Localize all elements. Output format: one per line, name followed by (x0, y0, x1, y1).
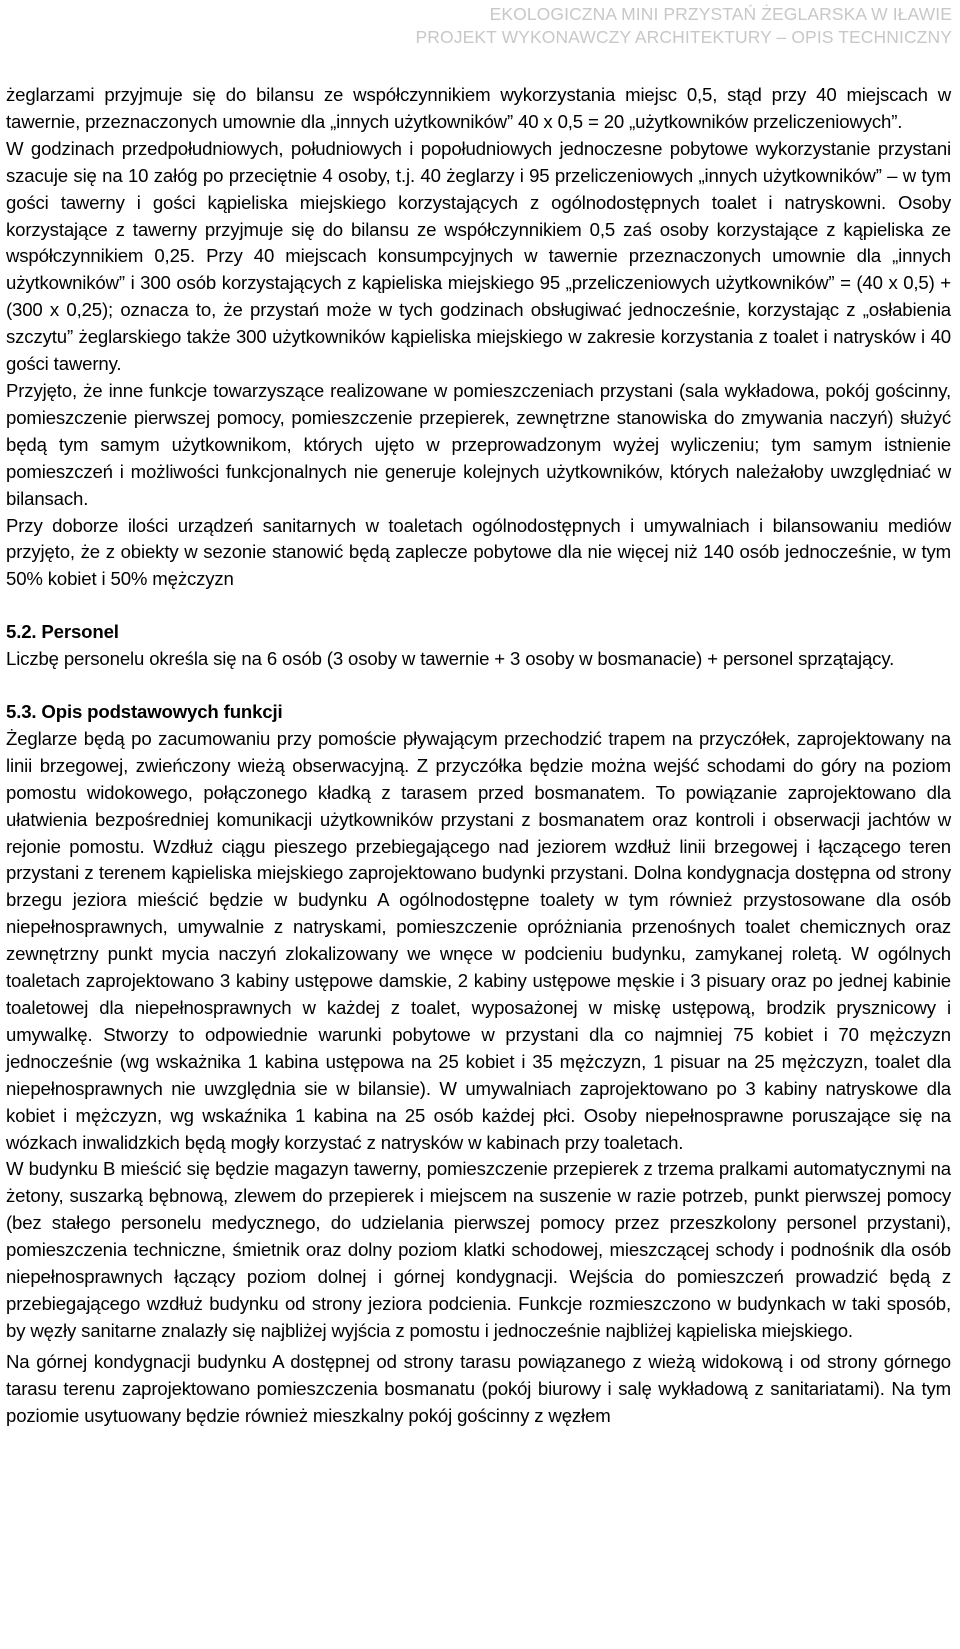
section-heading-opis: 5.3. Opis podstawowych funkcji (6, 701, 283, 723)
section-heading-personel: 5.2. Personel (6, 621, 119, 643)
header-title: EKOLOGICZNA MINI PRZYSTAŃ ŻEGLARSKA W IŁAWIE (489, 4, 952, 24)
paragraph: Przyjęto, że inne funkcje towarzyszące realizowane w pomieszczeniach przystani (sala wykładowa, pokój gościnny, pomieszczenie pierwszej pomocy, pomieszczenie przepierek, zewnętrzne stanowiska do zmywania naczyń) służyć będą tym samym użytkownikom, których ujęto w przeprowadzonym wyżej wyliczeniu; tym samym istnienie pomieszczeń i możliwości funkcjonalnych nie generuje kolejnych użytkowników, których należałoby uwzględniać w bilansach. (6, 379, 951, 509)
page-header (0, 3, 952, 49)
paragraph: Na górnej kondygnacji budynku A dostępnej od strony tarasu powiązanego z wieżą widokową i od strony górnego tarasu terenu zaprojektowano pomieszczenia bosmanatu (pokój biurowy i salę wykładową z sanitariatami). Na tym poziomie usytuowany będzie również mieszkalny pokój gościnny z węzłem (6, 1350, 951, 1426)
paragraph: Liczbę personelu określa się na 6 osób (3 osoby w tawernie + 3 osoby w bosmanacie) + personel sprzątający. (6, 648, 895, 670)
document-body (6, 82, 951, 1430)
spacer (6, 673, 951, 699)
paragraph: W godzinach przedpołudniowych, południowych i popołudniowych jednoczesne pobytowe wykorzystanie przystani szacuje się na 10 załóg po przeciętnie 4 osoby, t.j. 40 żeglarzy i 95 przeliczeniowych „innych użytkowników” – w tym gości tawerny i gości kąpieliska miejskiego korzystających z ogólnodostępnych toalet i natryskowni. Osoby korzystające z tawerny przyjmuje się do bilansu ze współczynnikiem 0,5 zaś osoby korzystające z kąpieliska ze współczynnikiem 0,25. Przy 40 miejscach konsumpcyjnych w tawernie przeznaczonych umownie dla „innych użytkowników” i 300 osób korzystających z kąpieliska miejskiego 95 „przeliczeniowych użytkowników” = (40 x 0,5) + (300 x 0,25); oznacza to, że przystań może w tych godzinach obsługiwać jednocześnie, korzystając z „osłabienia szczytu” żeglarskiego także 300 użytkowników kąpieliska miejskiego w zakresie korzystania z toalet i natrysków i 40 gości tawerny. (6, 137, 951, 375)
paragraph: żeglarzami przyjmuje się do bilansu ze współczynnikiem wykorzystania miejsc 0,5, stąd przy 40 miejscach w tawernie, przeznaczonych umownie dla „innych użytkowników” 40 x 0,5 = 20 „użytkowników przeliczeniowych”. (6, 84, 951, 132)
paragraph: W budynku B mieścić się będzie magazyn tawerny, pomieszczenie przepierek z trzema pralkami automatycznymi na żetony, suszarką bębnową, zlewem do przepierek i miejscem na suszenie w razie potrzeb, punkt pierwszej pomocy (bez stałego personelu medycznego, do udzielania pierwszej pomocy przez przeszkolony personel przystani), pomieszczenia techniczne, śmietnik oraz dolny poziom klatki schodowej, mieszczącej schody i podnośnik dla osób niepełnosprawnych łączący poziom dolnej i górnej kondygnacji. Wejścia do pomieszczeń prowadzić będą z przebiegającego wzdłuż budynku od strony jeziora podcienia. Funkcje rozmieszczono w budynkach w taki sposób, by węzły sanitarne znalazły się najbliżej wyjścia z pomostu i jednocześnie najbliżej kąpieliska miejskiego. (6, 1158, 951, 1341)
paragraph: Żeglarze będą po zacumowaniu przy pomoście pływającym przechodzić trapem na przyczółek, zaprojektowany na linii brzegowej, zwieńczony wieżą obserwacyjną. Z przyczółka będzie można wejść schodami do góry na poziom pomostu widokowego, połączonego kładką z tarasem przed bosmanatem. To powiązanie zaprojektowano dla ułatwienia bezpośredniej komunikacji użytkowników przystani z bosmanatem oraz kontroli i obserwacji jachtów w rejonie pomostu. Wzdłuż ciągu pieszego przebiegającego nad jeziorem wzdłuż linii brzegowej i łączącego teren przystani z terenem kąpieliska miejskiego zaprojektowano budynki przystani. Dolna kondygnacja dostępna od strony brzegu jeziora mieścić będzie w budynku A ogólnodostępne toalety w tym również przystosowane dla osób niepełnosprawnych, umywalnie z natryskami, pomieszczenie opróżniania przenośnych toalet chemicznych oraz zewnętrzny punkt mycia naczyń zlokalizowany we wnęce w podcieniu budynku, zamykanej roletą. W ogólnych toaletach zaprojektowano 3 kabiny ustępowe damskie, 2 kabiny ustępowe męskie i 3 pisuary oraz po jednej kabinie toaletowej dla niepełnosprawnych w każdej z toalet, wyposażonej w miskę ustępową, brodzik prysznicowy i umywalkę. Stworzy to odpowiednie warunki pobytowe w przystani dla co najmniej 75 kobiet i 70 mężczyzn jednocześnie (wg wskażnika 1 kabina ustępowa na 25 kobiet i 35 mężczyzn, 1 pisuar na 25 mężczyzn, toalet dla niepełnosprawnych nie uwzględnia sie w bilansie). W umywalniach zaprojektowano po 3 kabiny natryskowe dla kobiet i mężczyzn, wg wskaźnika 1 kabina na 25 osób każdej płci. Osoby niepełnosprawne poruszające się na wózkach inwalidzkich będą mogły korzystać z natrysków w kabinach przy toaletach. (6, 727, 951, 1153)
spacer (6, 593, 951, 619)
header-subtitle: PROJEKT WYKONAWCZY ARCHITEKTURY – OPIS TECHNICZNY (415, 27, 952, 47)
paragraph: Przy doborze ilości urządzeń sanitarnych w toaletach ogólnodostępnych i umywalniach i bilansowaniu mediów przyjęto, że z obiekty w sezonie stanowić będą zaplecze pobytowe dla nie więcej niż 140 osób jednocześnie, w tym 50% kobiet i 50% mężczyzn (6, 514, 951, 590)
